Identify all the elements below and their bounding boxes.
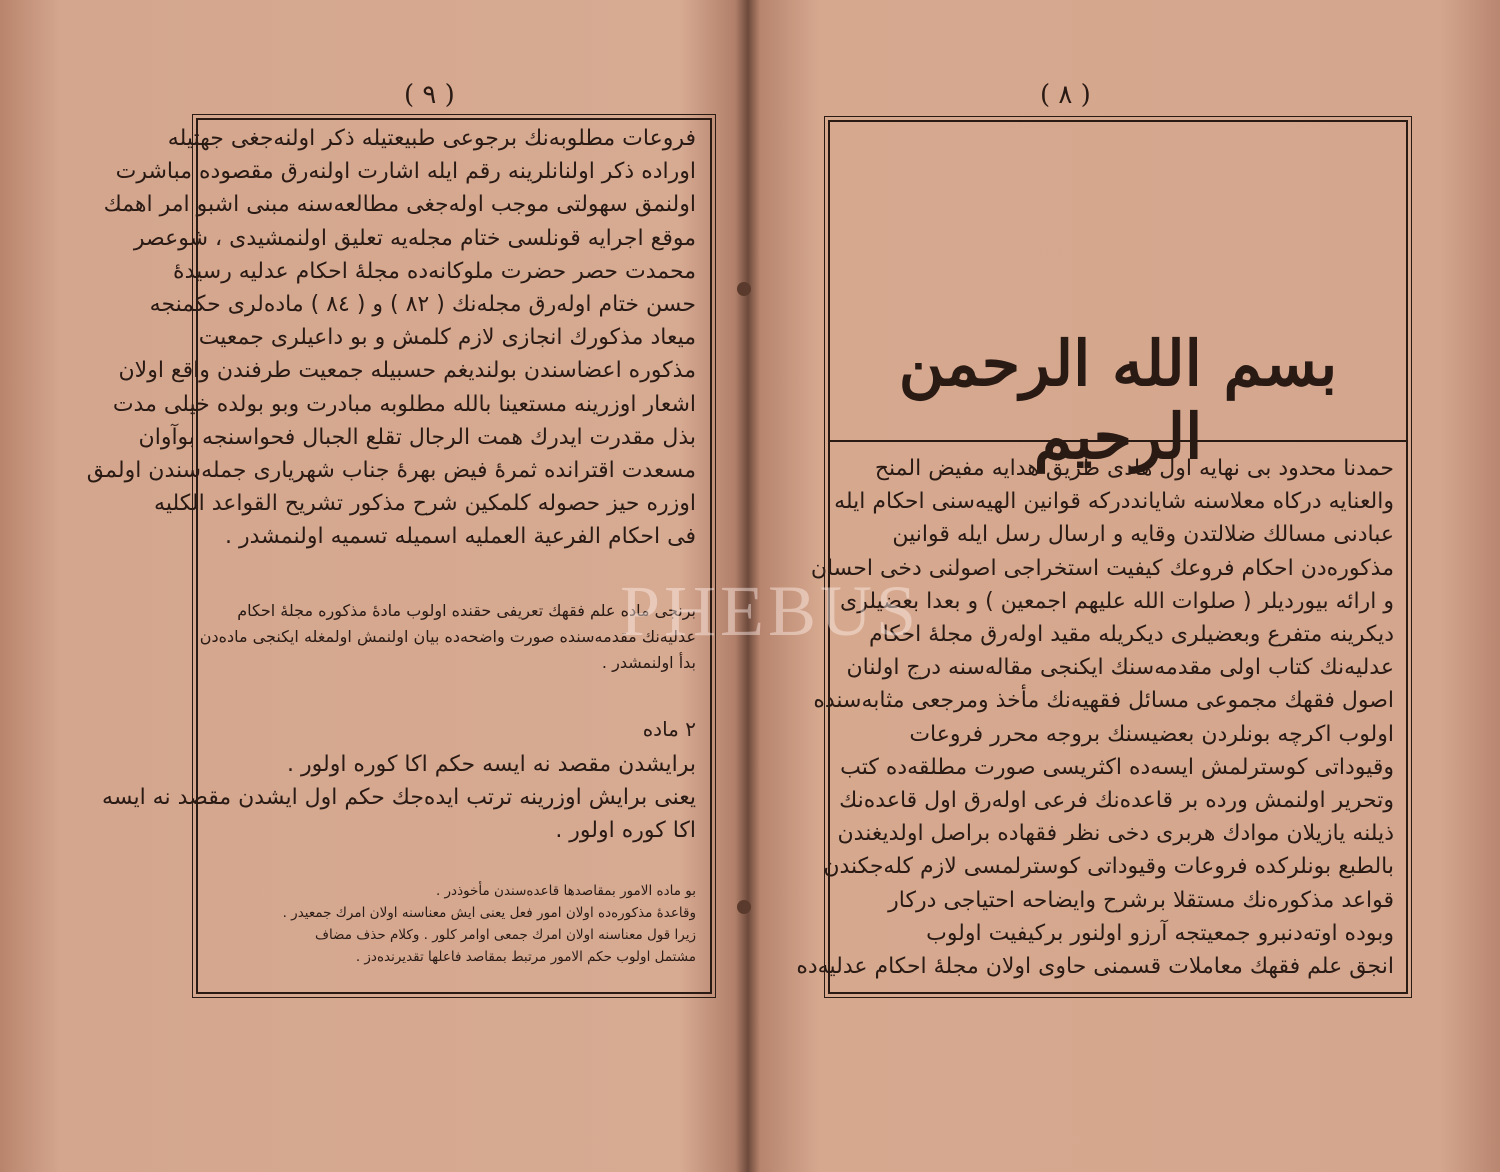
text-line: اولنمق سهولتى موجب اوله‌جغى مطالعه‌سنه مبنى اشبو امر اهمك — [103, 192, 696, 218]
header-rule — [830, 440, 1406, 442]
article-heading-block — [212, 714, 696, 744]
text-line: مذكوره‌دن احكام فروعك كيفيت استخراجى اصولنى دخى احسان — [810, 555, 1394, 581]
text-line: حسن ختام اوله‌رق مجله‌نك ( ٨٢ ) و ( ٨٤ ) ماده‌لرى حكمنجه — [149, 292, 696, 318]
footnote-line: زيرا قول معناسنه اولان امرك جمعى اوامر كلور . وكلام حذف مضاف — [314, 927, 696, 943]
text-line: انجق علم فقهك معاملات قسمنى حاوى اولان مجلۀ احكام عدليه‌ده — [796, 954, 1394, 980]
article-line: يعنى برايش اوزرينه ترتب ايده‌جك حكم اول ايشدن مقصد نه ايسه — [102, 785, 696, 811]
text-line: اولوب اكرچه بونلردن بعضيسنك بروجه محرر فروعات — [909, 721, 1394, 747]
text-line: مسعدت اقترانده ثمرۀ فيض بهرۀ جناب شهريارى جمله‌سندن اولمق — [86, 458, 696, 484]
text-line: فى احكام الفرعية العمليه اسميله تسميه اولنمشدر . — [225, 524, 696, 550]
left-text-frame — [86, 118, 712, 994]
footnote-line: وقاعدۀ مذكوره‌ده اولان امور فعل يعنى ايش معناسنه اولان امرك جمعيدر . — [282, 905, 696, 921]
text-line: وتحرير اولنمش ورده بر قاعده‌نك فرعى اوله‌رق اول قاعده‌نك — [839, 788, 1394, 814]
text-line: موقع اجرايه قونلسى ختام مجله‌يه تعليق اولنمشيدى ، شوعصر — [133, 225, 696, 251]
text-line: وبوده اوته‌دنبرو جمعيتجه آرزو اولنور بركيفيت اولوب — [926, 920, 1394, 946]
article-line: اكا كوره اولور . — [555, 818, 696, 844]
right-main-text — [796, 452, 1394, 983]
note-line: عدليه‌نك مقدمه‌سنده صورت واضحه‌ده بيان اولنمش اولمغله ايكنجى ماده‌دن — [199, 627, 696, 646]
text-line: اصول فقهك مجموعى مسائل فقهيه‌نك مأخذ ومرجعى مثابه‌سنده — [813, 688, 1394, 714]
text-line: قواعد مذكوره‌نك مستقلا برشرح وايضاحه احتياجى دركار — [888, 887, 1394, 913]
note-line: برنجى ماده علم فقهك تعريفى حقنده اولوب مادۀ مذكوره مجلۀ احكام — [237, 601, 696, 620]
binding-thread — [737, 282, 751, 296]
text-line: مذكوره اعضاسندن بولنديغم حسبيله جمعيت طرفندن واقع اولان — [118, 358, 696, 384]
article-line: برايشدن مقصد نه ايسه حكم اكا كوره اولور . — [287, 752, 696, 777]
text-line: ديكرينه متفرع وبعضيلرى ديكريله مقيد اوله‌رق مجلۀ احكام — [869, 622, 1394, 648]
article-text — [102, 748, 696, 848]
binding-thread — [737, 900, 751, 914]
text-line: عبادنى مسالك ضلالتدن وقايه و ارسال رسل ايله قوانين — [892, 522, 1394, 548]
watermark: PHEBUS — [619, 571, 921, 651]
article-heading: ٢ ماده — [642, 717, 696, 741]
left-page-number: ( ٩ ) — [404, 80, 455, 110]
text-line: والعنايه دركاه معلاسنه شايانددركه قوانين الهيه‌سنى احكام ايله — [834, 489, 1394, 515]
text-line: عدليه‌نك كتاب اولى مقدمه‌سنك ايكنجى مقاله‌سنه درج اولنان — [846, 655, 1394, 681]
text-line: وقيوداتى كوسترلمش ايسه‌ده اكثريسى صورت مطلقه‌ده كتب — [840, 754, 1394, 780]
right-page-number: ( ٨ ) — [1040, 80, 1091, 110]
text-line: محمدت حصر حضرت ملوكانه‌ده مجلۀ احكام عدليه رسيدۀ — [173, 258, 696, 284]
footnote-line: بو ماده الامور بمقاصدها قاعده‌سندن مأخوذدر . — [435, 883, 696, 899]
right-text-frame — [796, 120, 1408, 994]
left-footnotes — [212, 880, 696, 968]
text-line: ميعاد مذكورك انجازى لازم كلمش و بو داعيلرى جمعيت — [198, 325, 696, 351]
text-line: فروعات مطلوبه‌نك برجوعى طبيعتيله ذكر اولنه‌جغى جهتيله — [167, 126, 696, 151]
text-line: و ارائه بيورديلر ( صلوات الله عليهم اجمعين ) و بعدا بعضيلرى — [840, 588, 1394, 614]
text-line: اوراده ذكر اولنانلرينه رقم ايله اشارت اولنه‌رق مقصوده مباشرت — [115, 159, 696, 185]
left-main-text — [86, 122, 696, 554]
text-line: حمدنا محدود بى نهايه اول هادى طريق هدايه مفيض المنح — [874, 456, 1394, 481]
text-line: ذيلنه يازيلان موادك هربرى دخى نظر فقهاده براصل اولديغندن — [837, 821, 1394, 847]
text-line: بذل مقدرت ايدرك همت الرجال تقلع الجبال فحواسنجه بوآوان — [138, 424, 696, 450]
text-line: بالطبع بونلركده فروعات وقيوداتى كوسترلمسى لازم كله‌جكندن — [823, 854, 1394, 880]
note-line: بدأ اولنمشدر . — [601, 653, 696, 672]
basmala-calligraphy: بسم الله الرحمن الرحيم — [898, 327, 1338, 473]
footnote-line: مشتمل اولوب حكم الامور مرتبط بمقاصد فاعلها تقديرنده‌دز . — [355, 949, 696, 965]
text-line: اشعار اوزرينه مستعينا بالله مطلوبه مبادرت وبو بولده خيلى مدت — [112, 391, 696, 417]
text-line: اوزره حيز حصوله كلمكين شرح مذكور تشريح القواعد الكليه — [154, 491, 696, 517]
